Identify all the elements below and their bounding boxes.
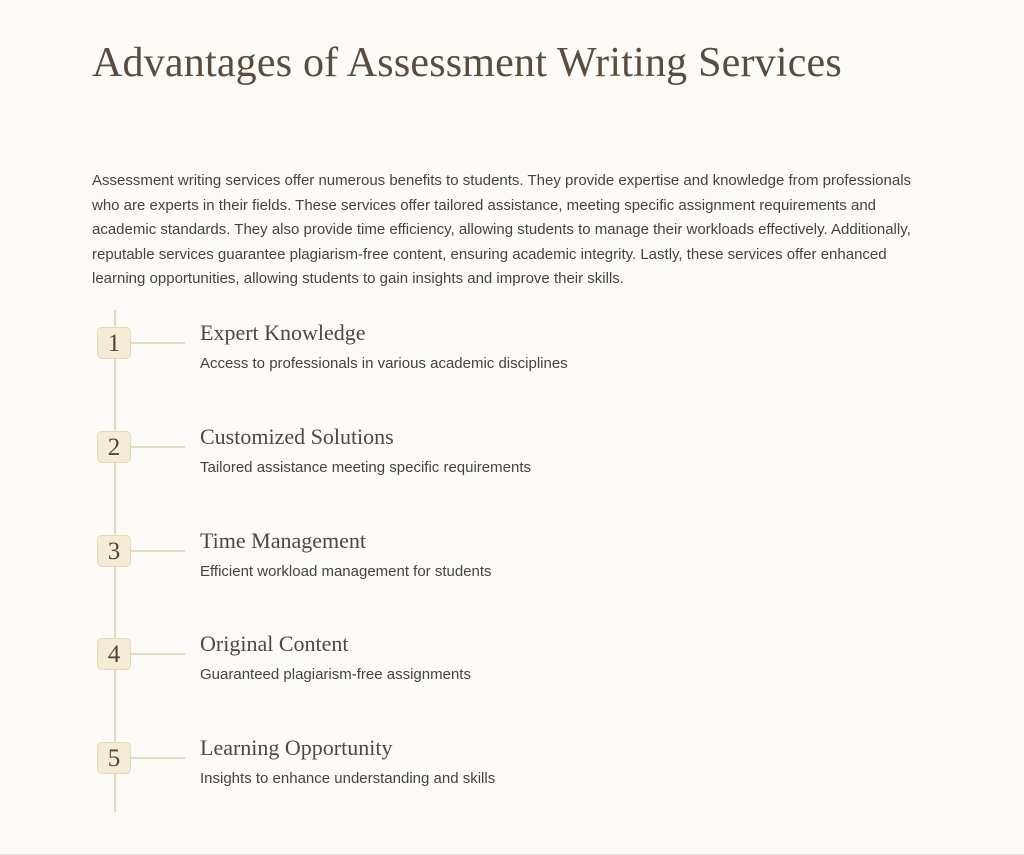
step-number-badge: 1	[97, 327, 131, 359]
timeline-connector	[131, 653, 185, 655]
step-number-badge: 3	[97, 535, 131, 567]
item-title: Original Content	[200, 631, 349, 656]
timeline-item-expert-knowledge	[0, 320, 1024, 407]
intro-paragraph: Assessment writing services offer numerous benefits to students. They provide expertise and knowledge from professionals who are experts in their fields. These services offer tailored assistance, meeting specific assignment requirements and academic standards. They also provide time efficiency, allowing students to manage their workloads effectively. Additionally, reputable services guarantee plagiarism-free content, ensuring academic integrity. Lastly, these services offer enhanced learning opportunities, allowing students to gain insights and improve their skills.	[92, 172, 912, 287]
timeline-item-original-content	[0, 631, 1024, 718]
item-description: Tailored assistance meeting specific requirements	[200, 459, 531, 476]
item-description: Guaranteed plagiarism-free assignments	[200, 666, 471, 683]
item-title: Learning Opportunity	[200, 735, 393, 760]
timeline-item-customized-solutions	[0, 424, 1024, 511]
timeline-connector	[131, 342, 185, 344]
item-description: Efficient workload management for students	[200, 563, 492, 580]
page-title: Advantages of Assessment Writing Services	[92, 40, 842, 86]
step-number-badge: 4	[97, 638, 131, 670]
item-title: Customized Solutions	[200, 424, 394, 449]
timeline-item-time-management	[0, 528, 1024, 615]
timeline-connector	[131, 757, 185, 759]
item-title: Expert Knowledge	[200, 320, 366, 345]
timeline-item-learning-opportunity	[0, 735, 1024, 822]
item-description: Insights to enhance understanding and skills	[200, 770, 496, 787]
timeline-connector	[131, 446, 185, 448]
item-title: Time Management	[200, 528, 366, 553]
timeline-connector	[131, 550, 185, 552]
step-number-badge: 5	[97, 742, 131, 774]
step-number-badge: 2	[97, 431, 131, 463]
item-description: Access to professionals in various academic disciplines	[200, 355, 568, 372]
